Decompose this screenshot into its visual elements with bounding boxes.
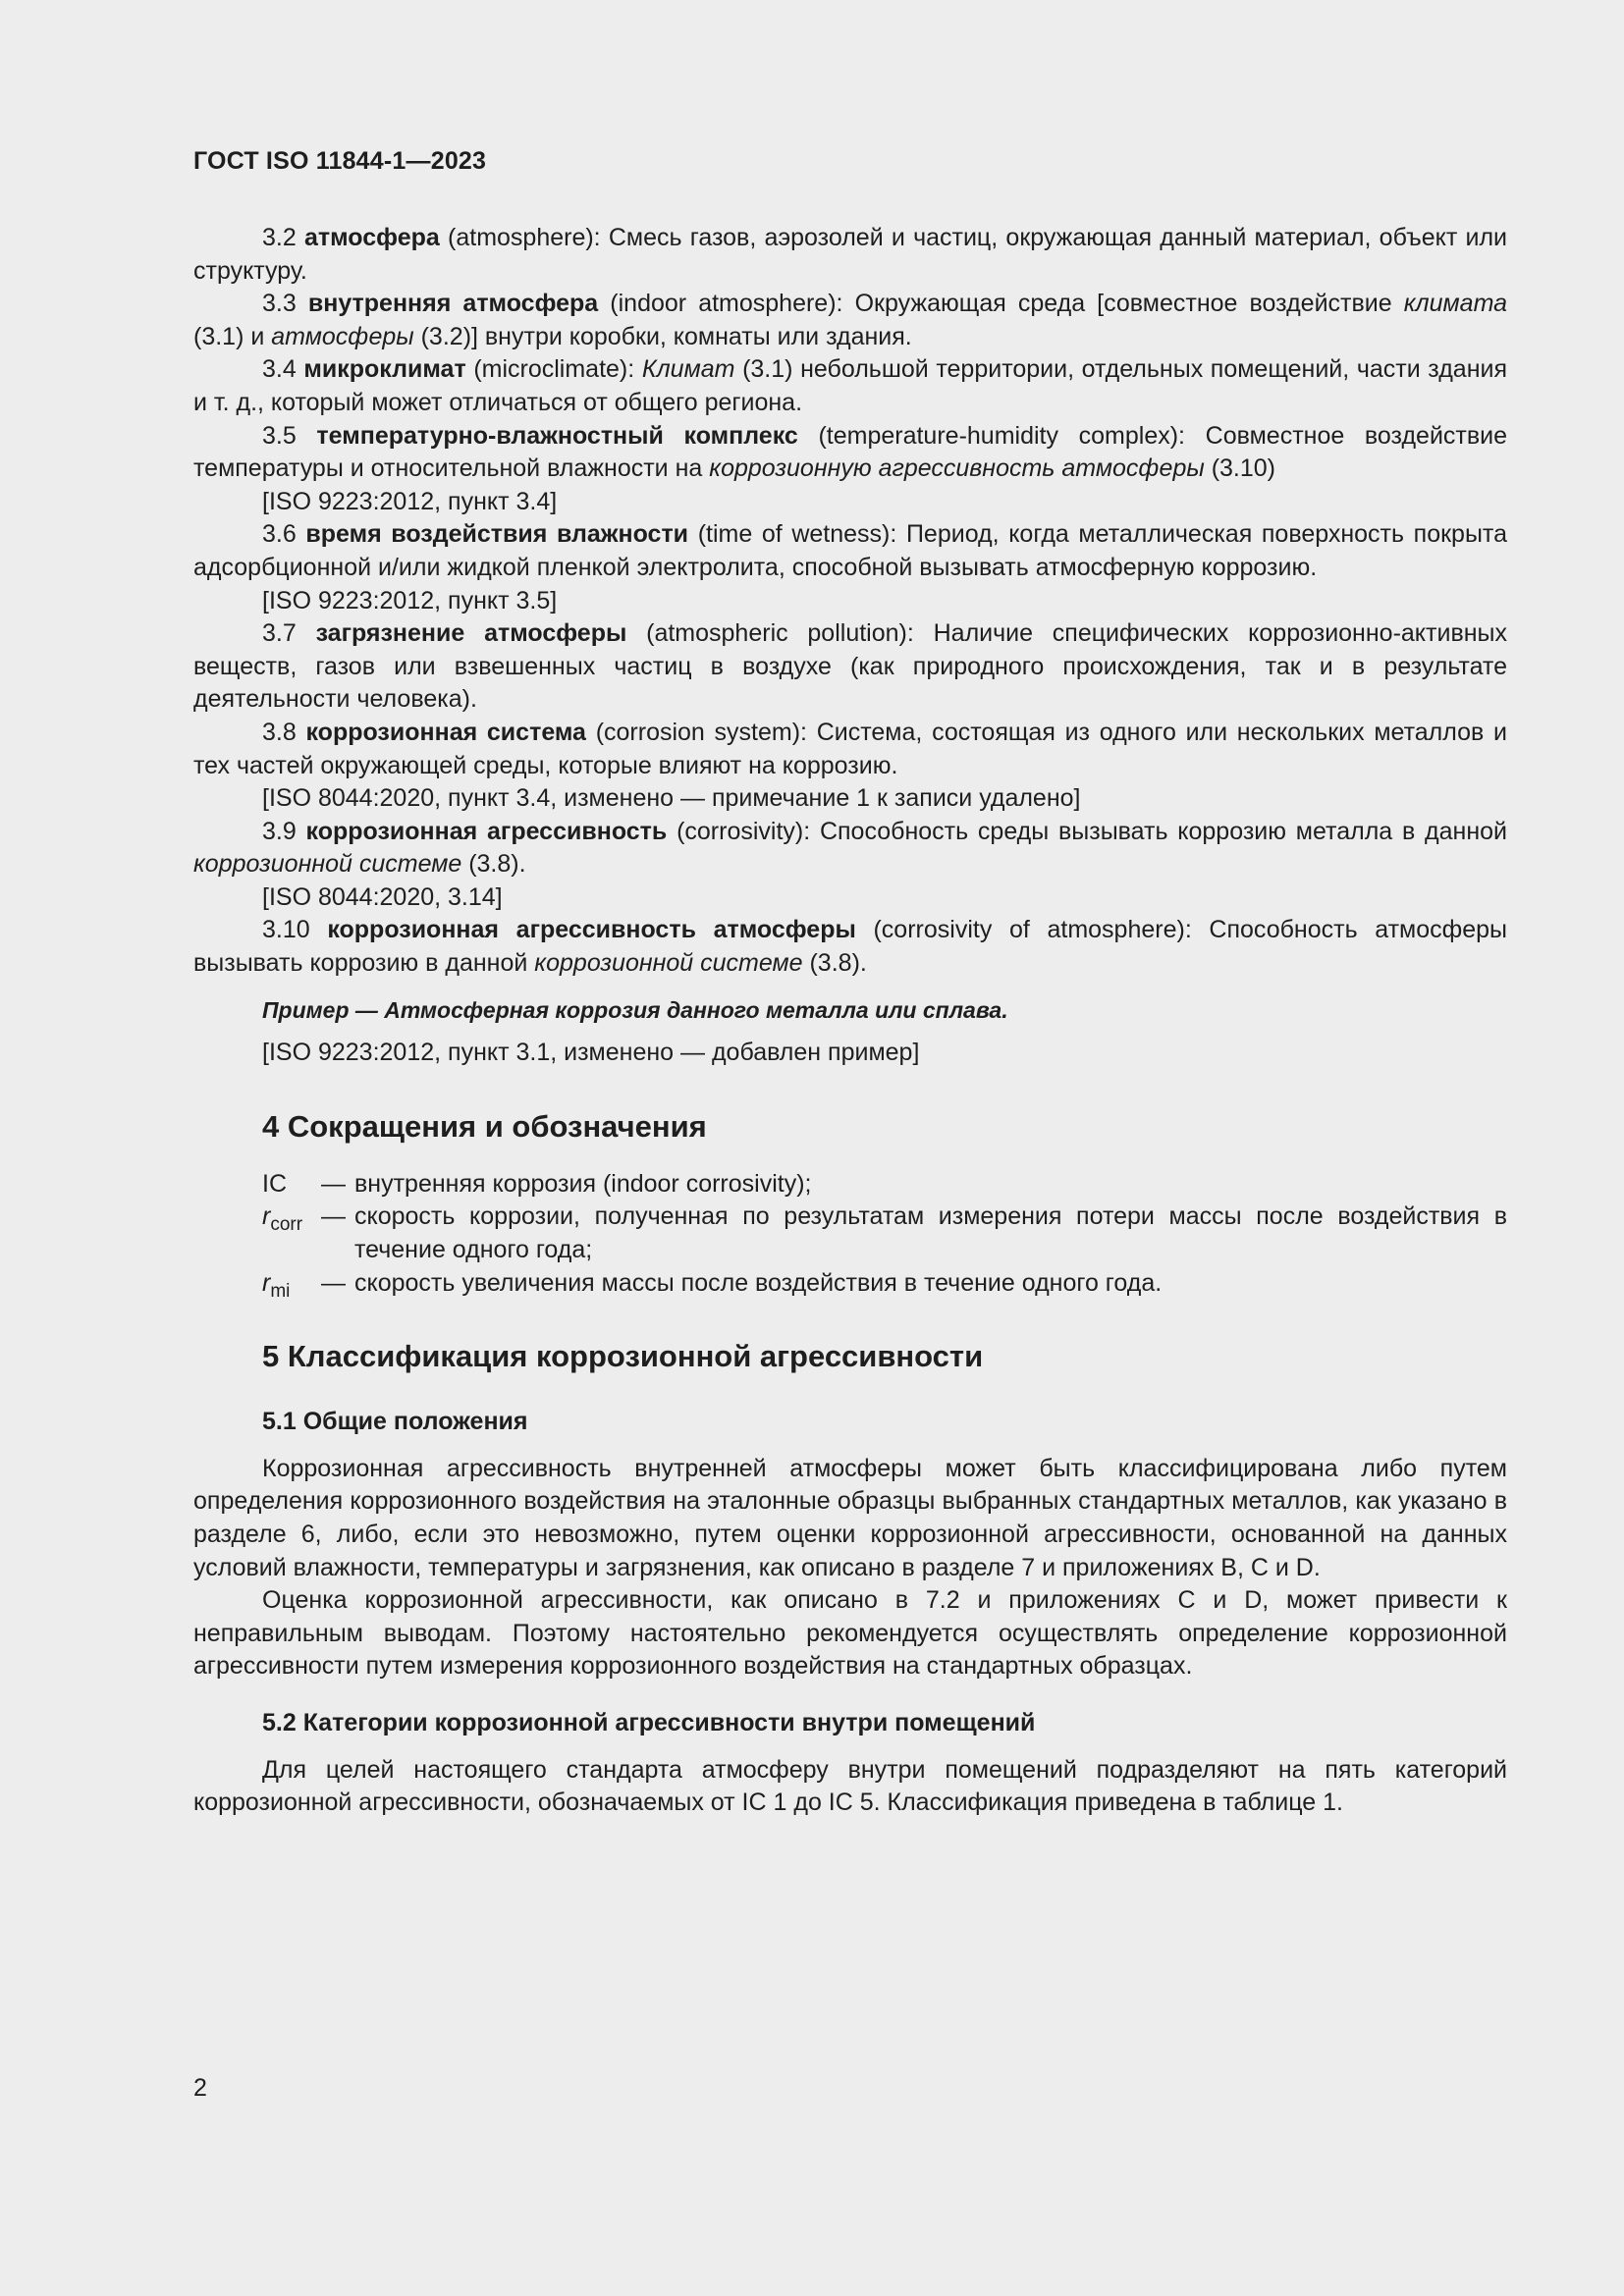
- definition-english: (indoor atmosphere):: [610, 290, 843, 318]
- abbreviation-symbol: $r_{corr}$: [262, 1202, 303, 1236]
- definition-term: загрязнение атмосферы: [315, 619, 627, 648]
- section-5-1-heading: 5.1 Общие положения: [262, 1408, 528, 1436]
- definition-text: Совместное воздействие температуры и относительной влажности на: [193, 421, 1508, 483]
- definition-english: (temperature-humidity complex):: [818, 421, 1185, 450]
- definition-number: 3.9: [262, 817, 297, 845]
- section-5-1-paragraph-1: Коррозионная агрессивность внутренней атмосферы может быть классифицирована либо путем определения коррозионного воздействия на эталонные образцы выбранных стандартных металлов, как указано в разделе 6, либо, если это невозможно, путем оценки коррозионной агрессивности, основанной на данных условий влажности, температуры и загрязнения, как описано в разделе 7 и приложениях B, C и D.: [193, 1454, 1507, 1581]
- definition-text: Способность среды вызывать коррозию металла в данной: [819, 817, 1507, 845]
- definition-text: Окружающая среда [совместное воздействие: [854, 290, 1392, 318]
- definition-crossref: атмосферы: [271, 322, 414, 350]
- document-header: ГОСТ ISO 11844-1—2023: [193, 147, 487, 175]
- example-source: [ISO 9223:2012, пункт 3.1, изменено — добавлен пример]: [262, 1039, 920, 1067]
- definition-term: атмосфера: [304, 224, 440, 251]
- definition-term: внутренняя атмосфера: [307, 290, 599, 318]
- definition-crossref: коррозионную агрессивность атмосферы: [709, 454, 1205, 483]
- definition-number: 3.8: [262, 718, 297, 746]
- abbreviation-symbol: $r_{mi}$: [262, 1268, 291, 1302]
- definition-crossref: коррозионной системе: [193, 850, 462, 879]
- definition-source: [ISO 8044:2020, пункт 3.4, изменено — примечание 1 к записи удалено]: [262, 784, 1081, 813]
- abbreviation-dash: —: [321, 1268, 346, 1297]
- definition-source: [ISO 9223:2012, пункт 3.4]: [262, 487, 558, 515]
- definition-term: коррозионная агрессивность: [305, 817, 668, 845]
- abbreviation-item-rmi: [262, 1267, 1507, 1301]
- definition-number: 3.4: [262, 355, 297, 384]
- abbreviation-definition: скорость коррозии, полученная по результатам измерения потери массы после воздействия в течение одного года;: [354, 1202, 1507, 1264]
- definition-text: (3.8).: [468, 850, 526, 879]
- section-5-1-paragraph-2: Оценка коррозионной агрессивности, как описано в 7.2 и приложениях C и D, может привести к неправильным выводам. Поэтому настоятельно рекомендуется осуществлять определение коррозионной агрессивности путем измерения коррозионного воздействия на стандартных образцах.: [193, 1586, 1507, 1681]
- definition-crossref: климата: [1403, 290, 1508, 318]
- definition-source: [ISO 9223:2012, пункт 3.5]: [262, 586, 558, 614]
- definition-text: Смесь газов, аэрозолей и частиц, окружающая данный материал, объект или структуру.: [193, 224, 1508, 285]
- definition-text: Наличие специфических коррозионно-активных веществ, газов или взвешенных частиц в воздухе (как природного происхождения, так и в результате деятельности человека).: [193, 619, 1507, 714]
- abbreviation-dash: —: [321, 1202, 346, 1231]
- definition-text: Период, когда металлическая поверхность покрыта адсорбционной и/или жидкой пленкой электролита, способной вызывать атмосферную коррозию.: [193, 520, 1507, 581]
- definition-3-9: [193, 816, 1507, 881]
- definition-text: (3.8).: [809, 949, 867, 978]
- definition-english: (corrosivity of atmosphere):: [873, 916, 1192, 944]
- definition-3-7: [193, 617, 1507, 717]
- abbreviation-item-ic: [262, 1168, 1507, 1201]
- abbreviations-list: [193, 1168, 1507, 1300]
- definition-term: микроклимат: [303, 355, 466, 384]
- definition-english: (time of wetness):: [697, 520, 897, 549]
- definition-english: (corrosion system):: [595, 718, 807, 746]
- definition-3-5: [193, 420, 1507, 486]
- definition-text: (3.2)] внутри коробки, комнаты или здания.: [420, 322, 912, 350]
- abbreviation-dash: —: [321, 1169, 346, 1198]
- definition-text: Система, состоящая из одного или нескольких металлов и тех частей окружающей среды, которые влияют на коррозию.: [193, 718, 1507, 779]
- section-5-2-paragraph-1: Для целей настоящего стандарта атмосферу внутри помещений подразделяют на пять категорий коррозионной агрессивности, обозначаемых от IC 1 до IC 5. Классификация приведена в таблице 1.: [193, 1755, 1507, 1817]
- definition-text: (3.1) и: [193, 322, 265, 350]
- definition-text: Способность атмосферы вызывать коррозию в данной: [193, 916, 1507, 978]
- definition-crossref: коррозионной системе: [534, 949, 803, 978]
- example-note: Пример — Атмосферная коррозия данного металла или сплава.: [262, 996, 1008, 1023]
- definition-3-3: [193, 288, 1507, 353]
- section-5-heading: 5 Классификация коррозионной агрессивности: [262, 1339, 984, 1374]
- definition-number: 3.3: [262, 290, 297, 318]
- abbreviation-definition: внутренняя коррозия (indoor corrosivity);: [354, 1169, 812, 1198]
- definition-term: коррозионная система: [305, 718, 586, 746]
- definition-3-10: [193, 914, 1507, 980]
- definition-3-6: [193, 518, 1507, 584]
- definition-number: 3.6: [262, 520, 297, 549]
- definition-3-4: [193, 353, 1507, 419]
- definition-number: 3.5: [262, 421, 297, 450]
- abbreviation-item-rcorr: [262, 1201, 1507, 1266]
- definition-crossref: Климат: [641, 355, 735, 384]
- document-body: [193, 222, 1507, 1820]
- definition-text: (3.1) небольшой территории, отдельных помещений, части здания и т. д., который может отличаться от общего региона.: [193, 355, 1508, 416]
- abbreviation-symbol: IC: [262, 1169, 287, 1198]
- definition-term: время воздействия влажности: [305, 520, 689, 549]
- definition-3-8: [193, 717, 1507, 782]
- abbreviation-definition: скорость увеличения массы после воздействия в течение одного года.: [354, 1268, 1163, 1297]
- definition-english: (atmospheric pollution):: [646, 619, 914, 648]
- definition-text: (3.10): [1211, 454, 1276, 483]
- section-4-heading: 4 Сокращения и обозначения: [262, 1108, 707, 1144]
- definition-english: (atmosphere):: [448, 224, 601, 251]
- definition-number: 3.10: [262, 916, 310, 944]
- definition-term: коррозионная агрессивность атмосферы: [327, 916, 856, 944]
- definition-term: температурно-влажностный комплекс: [316, 421, 798, 450]
- definition-3-2: [193, 222, 1507, 288]
- definition-english: (microclimate):: [473, 355, 635, 384]
- definition-number: 3.7: [262, 619, 297, 648]
- definition-number: 3.2: [262, 224, 297, 251]
- definition-source: [ISO 8044:2020, 3.14]: [262, 882, 503, 911]
- section-5-2-heading: 5.2 Категории коррозионной агрессивности внутри помещений: [262, 1708, 1036, 1736]
- definition-english: (corrosivity):: [677, 817, 811, 845]
- page-number: 2: [193, 2074, 207, 2102]
